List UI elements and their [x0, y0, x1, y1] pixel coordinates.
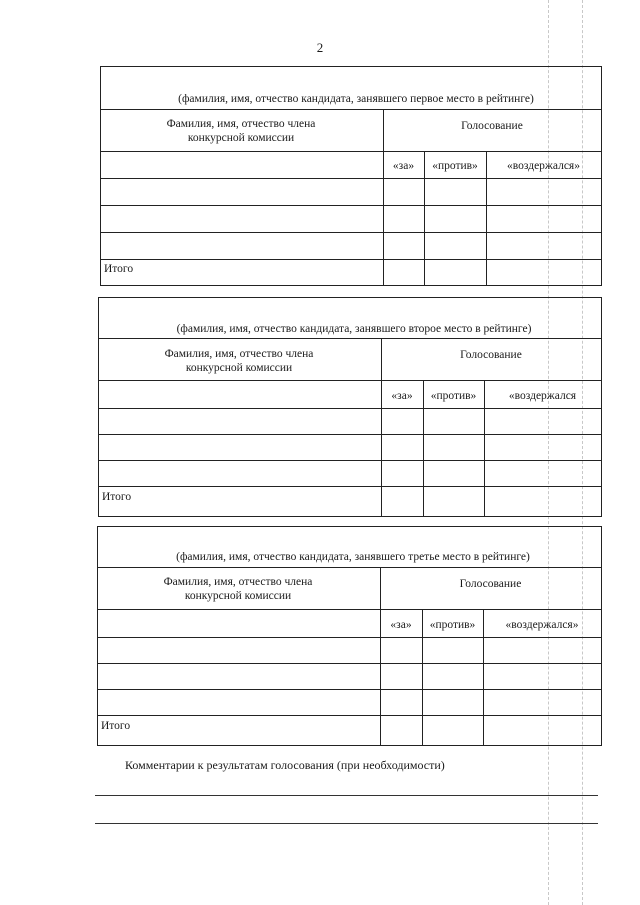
vote-column-abstained: «воздержался»	[507, 160, 580, 172]
row-divider	[98, 663, 601, 664]
vote-column-against: «против»	[432, 160, 478, 172]
vote-column-against: «против»	[430, 390, 477, 402]
voting-header: Голосование	[460, 349, 522, 361]
row-divider	[98, 689, 601, 690]
total-label: Итого	[101, 720, 131, 732]
member-header-line2: конкурсной комиссии	[187, 132, 295, 144]
total-label: Итого	[104, 263, 134, 275]
voting-header: Голосование	[461, 120, 523, 132]
candidate-caption: (фамилия, имя, отчество кандидата, занявшего второе место в рейтинге)	[176, 323, 532, 335]
caption-underline	[98, 567, 601, 568]
caption-underline	[99, 338, 601, 339]
row-divider	[99, 434, 601, 435]
voting-table-second-place	[98, 297, 602, 517]
vote-column-abstained: «воздержался»	[505, 619, 579, 631]
row-divider	[98, 715, 601, 716]
row-divider	[99, 460, 601, 461]
comments-label: Комментарии к результатам голосования (при необходимости)	[125, 758, 445, 772]
member-column-divider	[380, 567, 381, 745]
member-header-line1: Фамилия, имя, отчество члена	[166, 118, 316, 130]
vote-column-for: «за»	[391, 390, 413, 402]
header-divider	[99, 380, 601, 381]
header-divider	[98, 609, 601, 610]
row-divider	[101, 178, 601, 179]
member-header-line1: Фамилия, имя, отчество члена	[164, 348, 314, 360]
voting-header: Голосование	[459, 578, 522, 590]
row-divider	[101, 259, 601, 260]
member-header-line2: конкурсной комиссии	[185, 362, 293, 374]
row-divider	[101, 232, 601, 233]
candidate-caption: (фамилия, имя, отчество кандидата, занявшего первое место в рейтинге)	[178, 93, 534, 105]
voting-table-first-place	[100, 66, 602, 286]
page-number: 2	[316, 40, 324, 55]
row-divider	[99, 486, 601, 487]
row-divider	[99, 408, 601, 409]
comment-line[interactable]	[95, 795, 598, 796]
total-label: Итого	[102, 491, 132, 503]
member-column-divider	[381, 338, 382, 516]
comment-line[interactable]	[95, 823, 598, 824]
vote-column-for: «за»	[392, 160, 415, 172]
vote-column-abstained: «воздержался	[508, 390, 577, 402]
vote-column-against: «против»	[429, 619, 476, 631]
member-header-line1: Фамилия, имя, отчество члена	[163, 576, 313, 588]
member-header-line2: конкурсной комиссии	[184, 590, 292, 602]
vote-column-for: «за»	[390, 619, 412, 631]
header-divider	[101, 151, 601, 152]
candidate-caption: (фамилия, имя, отчество кандидата, занявшего третье место в рейтинге)	[176, 551, 530, 563]
row-divider	[98, 637, 601, 638]
row-divider	[101, 205, 601, 206]
caption-underline	[101, 109, 601, 110]
voting-table-third-place	[97, 526, 602, 746]
